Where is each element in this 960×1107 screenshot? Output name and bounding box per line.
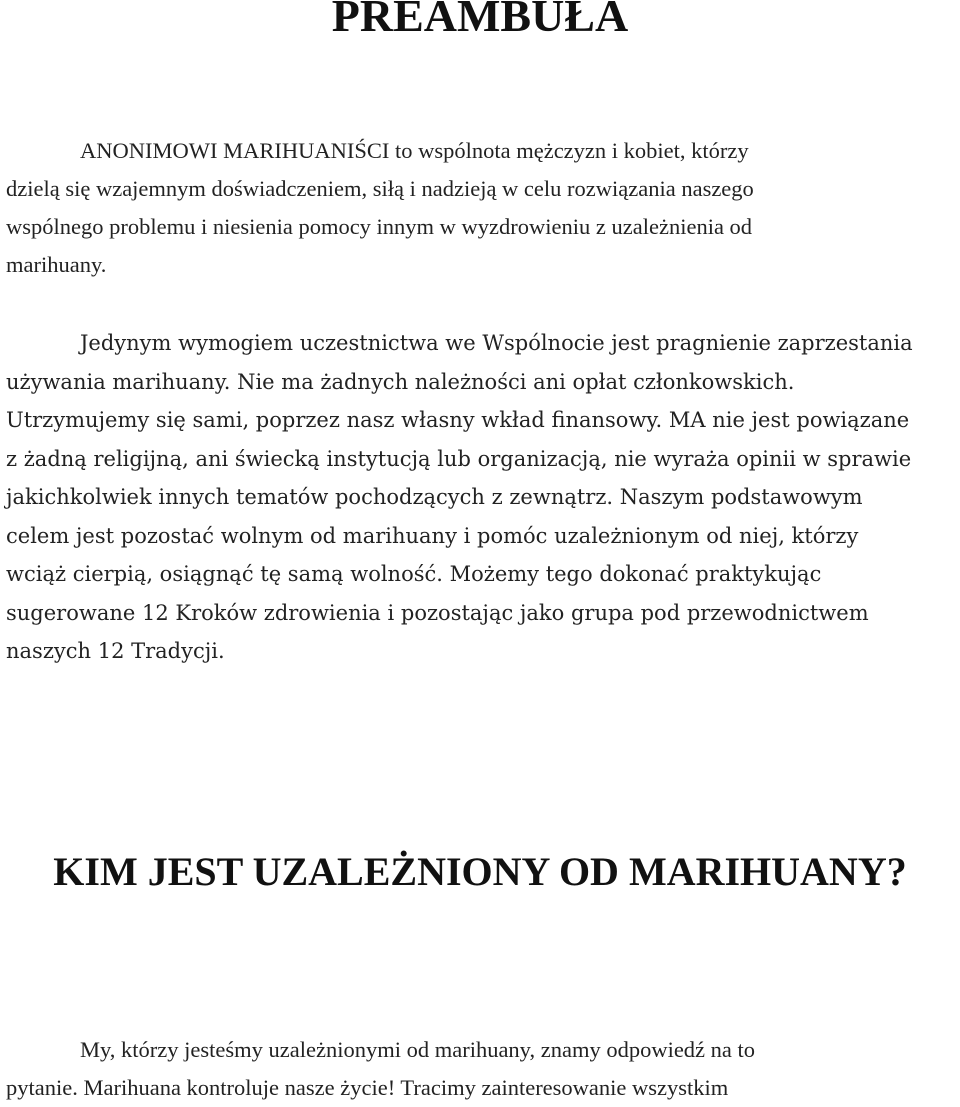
text-line: sugerowane 12 Kroków zdrowienia i pozostając jako grupa pod przewodnictwem [6,600,869,625]
text-line: ANONIMOWI MARIHUANIŚCI to wspólnota mężczyzn i kobiet, którzy [80,138,749,163]
text-line: Jedynym wymogiem uczestnictwa we Wspólnocie jest pragnienie zaprzestania [80,331,913,355]
heading-kim-jest-uzalezniony: KIM JEST UZALEŻNIONY OD MARIHUANY? [53,849,907,894]
text-line: dzielą się wzajemnym doświadczeniem, siłą i nadzieją w celu rozwiązania naszego [6,176,754,201]
text-line: używania marihuany. Nie ma żadnych należności ani opłat członkowskich. [6,369,795,394]
text-line: My, którzy jesteśmy uzależnionymi od marihuany, znamy odpowiedź na to [80,1037,756,1062]
text-line: celem jest pozostać wolnym od marihuany i pomóc uzależnionym od niej, którzy [6,523,859,548]
text-line: naszych 12 Tradycji. [6,639,225,663]
text-line: Utrzymujemy się sami, poprzez nasz własny wkład finansowy. MA nie jest powiązane [6,408,910,432]
paragraph-membership [6,324,956,671]
text-line: z żadną religijną, ani świecką instytucją lub organizacją, nie wyraża opinii w sprawie [6,446,912,471]
text-line: jakichkolwiek innych tematów pochodzących z zewnątrz. Naszym podstawowym [6,485,863,509]
text-line: wciąż cierpią, osiągnąć tę samą wolność. Możemy tego dokonać praktykując [6,562,822,586]
text-line: pytanie. Marihuana kontroluje nasze życie! Tracimy zainteresowanie wszystkim [6,1075,729,1100]
paragraph-preamble-intro [6,132,956,284]
text-line: marihuany. [6,252,107,277]
text-line: wspólnego problemu i niesienia pomocy innym w wyzdrowieniu z uzależnienia od [6,214,753,239]
paragraph-who-is-addict [6,1031,956,1107]
heading-preambula: PREAMBUŁA [331,0,629,41]
